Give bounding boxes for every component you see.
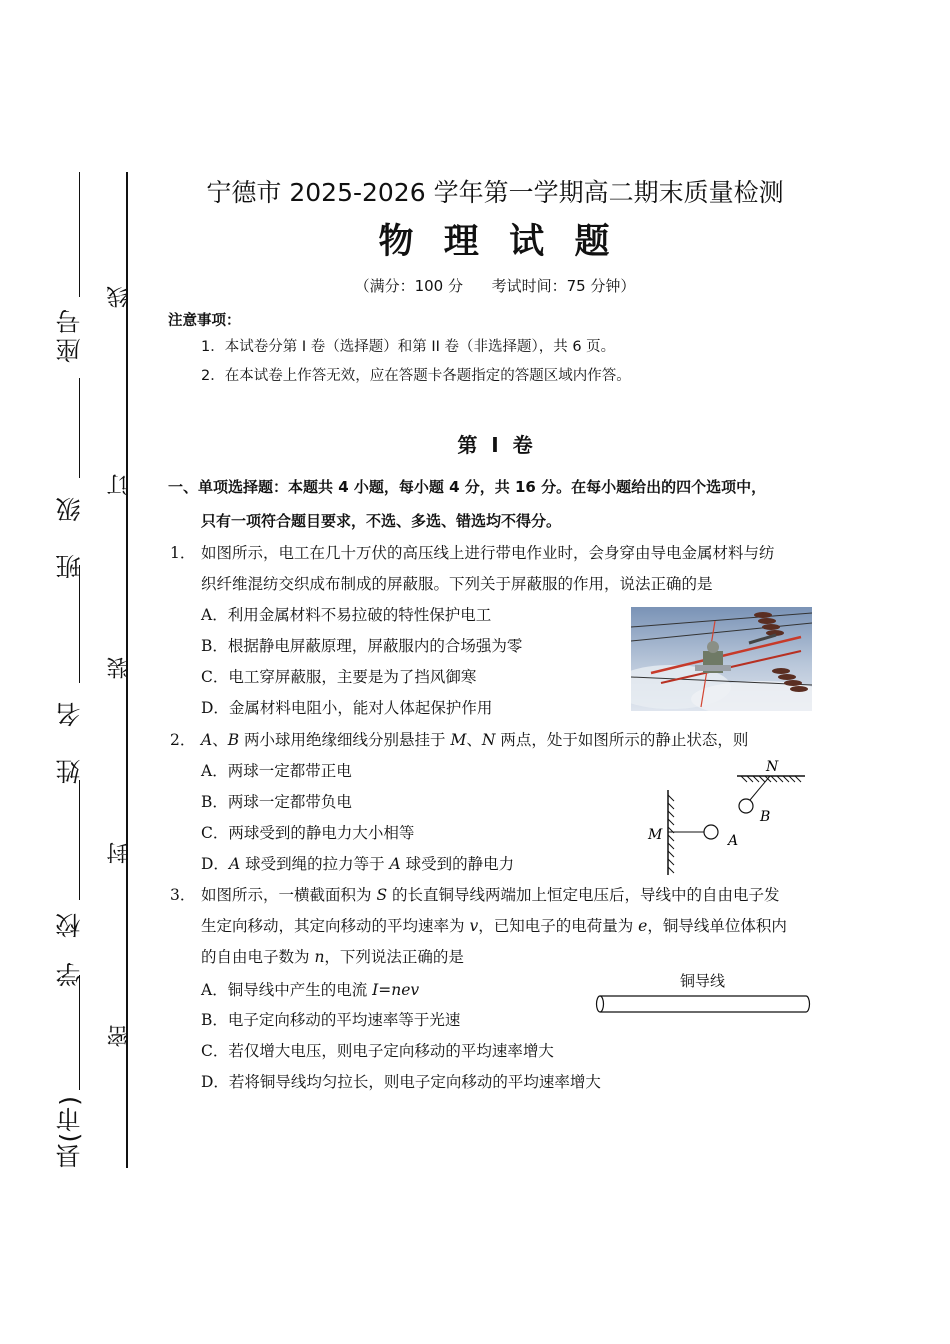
class-blank [79,378,80,478]
school-blank [79,780,80,900]
notes-title: 注意事项： [168,313,241,329]
option-a: A．利用金属材料不易拉破的特性保护电工 [201,606,492,624]
question-text: 织纤维混纺交织成布制成的屏蔽服。下列关于屏蔽服的作用，说法正确的是 [201,575,713,593]
option-d: D．金属材料电阻小，能对人体起保护作用 [201,699,493,717]
electrician-photo [631,607,812,711]
copper-wire-label: 铜导线 [680,972,726,990]
county-label: 县(市) [55,1095,84,1169]
school-label: 学 校 [55,905,84,987]
seal-char-zhuang: 装 [107,657,132,679]
option-c: C．电工穿屏蔽服，主要是为了挡风御寒 [201,668,477,686]
question-text: A、B 两小球用绝缘细线分别悬挂于 M、N 两点，处于如图所示的静止状态，则 [201,731,749,749]
volume-title: 第 I 卷 [457,433,533,457]
option-a: A．两球一定都带正电 [201,762,352,780]
option-a: A．铜导线中产生的电流 I=nev [201,981,420,999]
seal-char-ding: 订 [107,474,132,496]
question-text: 如图所示，一横截面积为 S 的长直铜导线两端加上恒定电压后，导线中的自由电子发 [201,886,780,904]
label-n: N [766,759,779,775]
option-c: C．两球受到的静电力大小相等 [201,824,415,842]
section-heading: 一、单项选择题：本题共 4 小题，每小题 4 分，共 16 分。在每小题给出的四个选项中， [168,478,767,496]
seal-char-line: 线 [107,286,132,308]
option-b: B．电子定向移动的平均速率等于光速 [201,1011,461,1029]
notes-item: 2．在本试卷上作答无效，应在答题卡各题指定的答题区域内作答。 [201,368,631,384]
class-label: 班 级 [55,485,84,579]
subject-title: 物 理 试 题 [378,222,612,262]
question-text: 的自由电子数为 n，下列说法正确的是 [201,948,464,966]
seal-char-mi: 密 [107,1025,132,1047]
question-number: 1． [170,544,196,562]
option-b: B．根据静电屏蔽原理，屏蔽服内的合场强为零 [201,637,523,655]
name-blank [79,565,80,683]
two-balls-figure [640,755,815,880]
notes-item: 1．本试卷分第 I 卷（选择题）和第 II 卷（非选择题），共 6 页。 [201,339,616,355]
exam-meta: （满分：100 分 考试时间：75 分钟） [354,277,636,295]
seat-label: 座号 [55,305,84,363]
option-c: C．若仅增大电压，则电子定向移动的平均速率增大 [201,1042,554,1060]
question-text: 生定向移动，其定向移动的平均速率为 v，已知电子的电荷量为 e，铜导线单位体积内 [201,917,787,935]
option-b: B．两球一定都带负电 [201,793,352,811]
copper-wire-figure [592,992,814,1018]
option-d: D．若将铜导线均匀拉长，则电子定向移动的平均速率增大 [201,1073,601,1091]
section-heading-cont: 只有一项符合题目要求，不选、多选、错选均不得分。 [201,512,562,530]
seal-char-feng: 封 [107,842,132,864]
question-number: 2． [170,731,196,749]
label-a: A [728,833,739,849]
exam-name: 宁德市 2025-2026 学年第一学期高二期末质量检测 [206,178,784,207]
county-blank [79,975,80,1090]
name-label: 姓 名 [55,690,84,784]
question-number: 3． [170,886,196,904]
label-m: M [648,827,663,843]
label-b: B [760,809,771,825]
option-d: D．A 球受到绳的拉力等于 A 球受到的静电力 [201,855,515,873]
question-text: 如图所示，电工在几十万伏的高压线上进行带电作业时，会身穿由导电金属材料与纺 [201,544,775,562]
